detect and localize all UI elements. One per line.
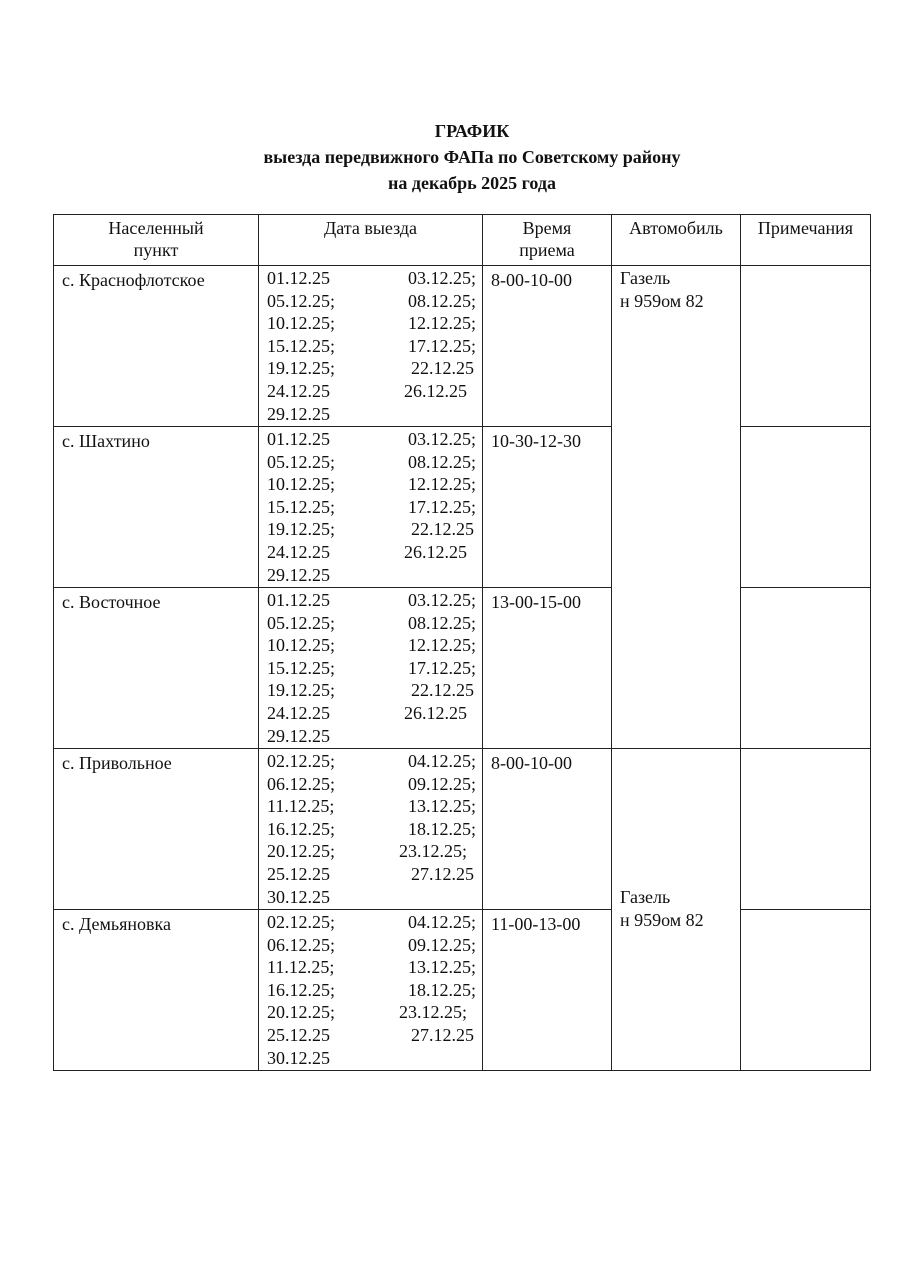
title-line-2: выезда передвижного ФАПа по Советскому району <box>263 147 681 167</box>
notes-cell <box>741 266 871 427</box>
title-line-3: на декабрь 2025 года <box>388 173 556 193</box>
date-value: 13.12.25; <box>407 796 476 817</box>
date-value: 20.12.25; <box>267 1002 336 1023</box>
vehicle-model: Газель <box>620 268 671 288</box>
date-value: 05.12.25; <box>267 451 336 472</box>
date-value: 11.12.25; <box>267 796 335 817</box>
notes-cell <box>741 749 871 910</box>
date-value: 02.12.25; <box>267 912 336 932</box>
settlement-name: с. Краснофлотское <box>62 270 205 290</box>
header-settlement-line-2: пункт <box>133 240 179 260</box>
vehicle-plate: н 959ом 82 <box>620 291 704 311</box>
notes-cell <box>741 427 871 588</box>
date-value: 24.12.25 <box>267 702 330 723</box>
header-row <box>54 215 871 266</box>
date-value: 29.12.25 <box>267 564 330 585</box>
dates-cell <box>259 749 483 910</box>
date-value: 30.12.25 <box>267 886 330 907</box>
date-value: 25.12.25 <box>267 1024 330 1045</box>
date-value: 11.12.25; <box>267 957 335 978</box>
date-value: 09.12.25; <box>407 773 476 794</box>
reception-time: 11-00-13-00 <box>491 914 581 934</box>
date-value: 22.12.25 <box>411 680 474 701</box>
date-value: 24.12.25 <box>267 541 330 562</box>
settlement-cell <box>54 427 259 588</box>
time-cell <box>483 427 612 588</box>
date-value: 03.12.25; <box>407 268 476 288</box>
date-value: 25.12.25 <box>267 863 330 884</box>
date-value: 01.12.25 <box>267 268 330 288</box>
date-list <box>259 266 482 425</box>
date-value: 03.12.25; <box>407 590 476 610</box>
date-value: 20.12.25; <box>267 841 336 862</box>
date-value: 08.12.25; <box>407 612 476 633</box>
date-value: 01.12.25 <box>267 590 330 610</box>
date-value: 12.12.25; <box>407 635 476 656</box>
date-value: 15.12.25; <box>267 657 336 678</box>
date-list <box>259 427 482 586</box>
dates-cell <box>259 266 483 427</box>
table-row <box>54 910 871 1071</box>
header-time-line-1: Время <box>522 218 572 238</box>
header-vehicle: Автомобиль <box>612 215 741 266</box>
table-row <box>54 749 871 910</box>
date-value: 10.12.25; <box>267 635 336 656</box>
vehicle-cell <box>612 749 741 1071</box>
date-value: 19.12.25; <box>267 519 336 540</box>
date-value: 24.12.25 <box>267 380 330 401</box>
vehicle-model: Газель <box>620 887 671 907</box>
time-cell <box>483 266 612 427</box>
date-value: 06.12.25; <box>267 773 336 794</box>
date-value: 18.12.25; <box>407 818 476 839</box>
date-value: 15.12.25; <box>267 496 336 517</box>
date-value: 18.12.25; <box>407 979 476 1000</box>
date-value: 30.12.25 <box>267 1047 330 1068</box>
date-value: 03.12.25; <box>407 429 476 449</box>
date-value: 19.12.25; <box>267 680 336 701</box>
header-time <box>483 215 612 266</box>
date-value: 15.12.25; <box>267 335 336 356</box>
reception-time: 8-00-10-00 <box>491 270 572 290</box>
date-list <box>259 910 482 1069</box>
date-value: 05.12.25; <box>267 612 336 633</box>
notes-cell <box>741 910 871 1071</box>
date-value: 29.12.25 <box>267 725 330 746</box>
date-value: 26.12.25 <box>404 702 467 723</box>
reception-time: 13-00-15-00 <box>491 592 581 612</box>
settlement-name: с. Шахтино <box>62 431 150 451</box>
dates-cell <box>259 588 483 749</box>
date-value: 27.12.25 <box>411 1024 474 1045</box>
settlement-name: с. Восточное <box>62 592 161 612</box>
time-cell <box>483 588 612 749</box>
date-value: 26.12.25 <box>404 541 467 562</box>
header-time-line-2: приема <box>519 240 575 260</box>
settlement-name: с. Демьяновка <box>62 914 171 934</box>
vehicle-plate: н 959ом 82 <box>620 910 704 930</box>
date-value: 17.12.25; <box>407 335 476 356</box>
date-value: 02.12.25; <box>267 751 336 771</box>
settlement-cell <box>54 910 259 1071</box>
date-value: 04.12.25; <box>407 912 476 932</box>
date-value: 08.12.25; <box>407 451 476 472</box>
date-value: 10.12.25; <box>267 474 336 495</box>
header-date: Дата выезда <box>259 215 483 266</box>
date-value: 27.12.25 <box>411 863 474 884</box>
date-value: 13.12.25; <box>407 957 476 978</box>
date-value: 23.12.25; <box>398 1002 467 1023</box>
date-value: 09.12.25; <box>407 934 476 955</box>
vehicle-cell <box>612 266 741 749</box>
schedule-table <box>53 214 871 1071</box>
vehicle-info <box>612 885 704 932</box>
date-value: 08.12.25; <box>407 290 476 311</box>
date-value: 22.12.25 <box>411 358 474 379</box>
dates-cell <box>259 427 483 588</box>
settlement-cell <box>54 588 259 749</box>
date-value: 26.12.25 <box>404 380 467 401</box>
settlement-cell <box>54 266 259 427</box>
date-value: 12.12.25; <box>407 474 476 495</box>
date-value: 17.12.25; <box>407 657 476 678</box>
reception-time: 10-30-12-30 <box>491 431 581 451</box>
date-value: 29.12.25 <box>267 403 330 424</box>
settlement-cell <box>54 749 259 910</box>
table-row <box>54 588 871 749</box>
date-value: 06.12.25; <box>267 934 336 955</box>
date-value: 10.12.25; <box>267 313 336 334</box>
date-list <box>259 749 482 908</box>
time-cell <box>483 749 612 910</box>
table-row <box>54 427 871 588</box>
header-settlement <box>54 215 259 266</box>
date-value: 04.12.25; <box>407 751 476 771</box>
page-title <box>0 118 904 196</box>
header-notes: Примечания <box>741 215 871 266</box>
reception-time: 8-00-10-00 <box>491 753 572 773</box>
date-value: 19.12.25; <box>267 358 336 379</box>
notes-cell <box>741 588 871 749</box>
vehicle-info <box>612 266 740 313</box>
time-cell <box>483 910 612 1071</box>
date-value: 17.12.25; <box>407 496 476 517</box>
settlement-name: с. Привольное <box>62 753 172 773</box>
header-settlement-line-1: Населенный <box>108 218 204 238</box>
date-list <box>259 588 482 747</box>
title-line-1: ГРАФИК <box>434 121 510 141</box>
dates-cell <box>259 910 483 1071</box>
date-value: 23.12.25; <box>398 841 467 862</box>
date-value: 12.12.25; <box>407 313 476 334</box>
date-value: 05.12.25; <box>267 290 336 311</box>
table-row <box>54 266 871 427</box>
date-value: 16.12.25; <box>267 818 336 839</box>
date-value: 01.12.25 <box>267 429 330 449</box>
date-value: 16.12.25; <box>267 979 336 1000</box>
date-value: 22.12.25 <box>411 519 474 540</box>
